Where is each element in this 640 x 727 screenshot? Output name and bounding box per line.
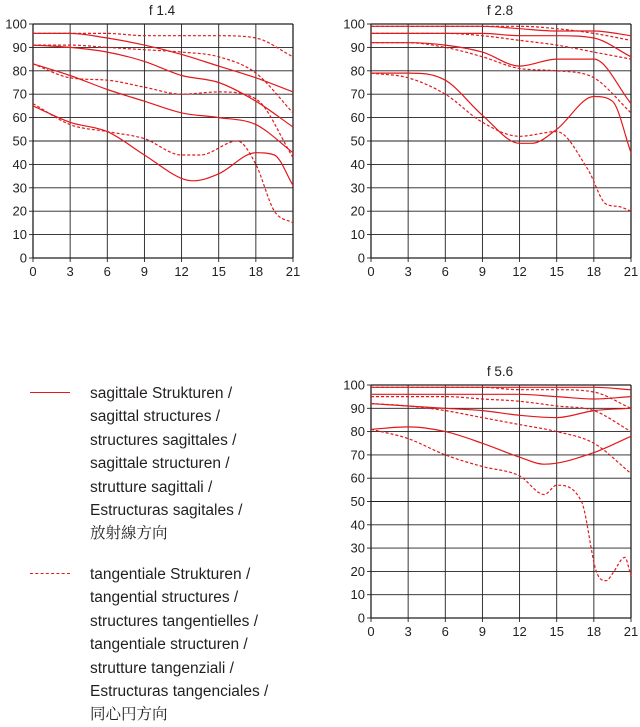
y-tick-label: 50 <box>350 494 365 509</box>
y-tick-label: 80 <box>12 63 27 79</box>
legend-sagittal-line: 放射線方向 <box>90 525 168 543</box>
legend-sagittal-line: sagittale Strukturen / <box>90 385 233 402</box>
x-tick-label: 12 <box>174 264 189 279</box>
x-tick-label: 21 <box>623 624 639 639</box>
y-tick-label: 100 <box>343 16 365 32</box>
y-tick-label: 10 <box>12 227 27 243</box>
y-tick-label: 80 <box>350 63 365 79</box>
legend-tangential-line: 同心円方向 <box>90 706 168 724</box>
x-tick-label: 18 <box>248 264 264 279</box>
legend-tangential-line: tangential structures / <box>90 589 239 607</box>
legend-dashed-line-sample <box>30 573 70 574</box>
x-tick-label: 0 <box>29 264 37 279</box>
legend-tangential-line: strutture tangenziali / <box>90 659 234 677</box>
y-tick-label: 0 <box>357 610 365 626</box>
y-tick-label: 40 <box>350 517 365 533</box>
x-tick-label: 9 <box>140 264 149 279</box>
legend-tangential-line: structures tangentielles / <box>90 612 259 630</box>
y-tick-label: 60 <box>350 470 365 486</box>
x-tick-label: 18 <box>586 264 602 279</box>
y-tick-label: 10 <box>350 587 365 603</box>
x-tick-label: 6 <box>441 624 449 639</box>
y-tick-label: 100 <box>343 377 365 393</box>
legend-sagittal-line: sagittale structuren / <box>90 455 230 473</box>
y-tick-label: 70 <box>350 86 365 102</box>
legend-sagittal-line: sagittal structures / <box>90 408 221 426</box>
x-tick-label: 15 <box>549 264 564 279</box>
x-tick-label: 21 <box>623 264 639 279</box>
series-line-sagittal <box>371 394 631 399</box>
x-tick-label: 3 <box>404 264 412 279</box>
x-tick-label: 3 <box>404 624 412 639</box>
y-tick-label: 10 <box>350 227 365 243</box>
y-tick-label: 70 <box>12 86 27 102</box>
y-tick-label: 20 <box>12 203 27 219</box>
y-tick-label: 80 <box>350 424 365 440</box>
x-tick-label: 3 <box>66 264 74 279</box>
y-tick-label: 90 <box>350 400 365 416</box>
x-tick-label: 12 <box>512 264 527 279</box>
y-tick-label: 50 <box>350 133 365 149</box>
y-tick-label: 40 <box>12 156 27 172</box>
chart-title: f 2.8 <box>486 3 514 18</box>
x-tick-label: 9 <box>478 264 487 279</box>
y-tick-label: 40 <box>350 156 365 172</box>
y-tick-label: 70 <box>350 447 365 463</box>
legend-tangential-text <box>90 563 268 727</box>
y-tick-label: 60 <box>350 110 365 126</box>
x-tick-label: 15 <box>549 624 564 639</box>
y-tick-label: 30 <box>350 180 365 196</box>
chart-title: f 1.4 <box>148 3 176 18</box>
x-tick-label: 9 <box>478 624 487 639</box>
x-tick-label: 12 <box>512 624 527 639</box>
y-tick-label: 100 <box>5 16 27 32</box>
legend-sagittal-line: strutture sagittali / <box>90 478 213 496</box>
series-line-sagittal <box>371 427 631 464</box>
legend-tangential-line: tangentiale structuren / <box>90 636 248 654</box>
y-tick-label: 0 <box>19 250 27 266</box>
y-tick-label: 0 <box>357 250 365 266</box>
y-tick-label: 90 <box>12 39 27 55</box>
x-tick-label: 0 <box>367 624 375 639</box>
y-tick-label: 20 <box>350 563 365 579</box>
y-tick-label: 30 <box>350 540 365 556</box>
y-tick-label: 60 <box>12 110 27 126</box>
legend-solid-line-sample <box>30 392 70 393</box>
legend-tangential-line: Estructuras tangenciales / <box>90 682 269 700</box>
legend-sagittal-line: Estructuras sagitales / <box>90 501 243 519</box>
x-tick-label: 6 <box>441 264 449 279</box>
series-line-tangential <box>371 387 631 408</box>
x-tick-label: 18 <box>586 624 602 639</box>
series-line-tangential <box>371 429 631 580</box>
x-tick-label: 6 <box>103 264 111 279</box>
series-line-sagittal <box>371 404 631 418</box>
x-tick-label: 15 <box>211 264 226 279</box>
y-tick-label: 50 <box>12 133 27 149</box>
x-tick-label: 21 <box>285 264 301 279</box>
y-tick-label: 20 <box>350 203 365 219</box>
chart-title: f 5.6 <box>486 364 514 379</box>
legend-sagittal-line: structures sagittales / <box>90 431 237 449</box>
legend-sagittal-text <box>90 382 242 546</box>
series-line-tangential <box>371 404 631 474</box>
x-tick-label: 0 <box>367 264 375 279</box>
y-tick-label: 90 <box>350 39 365 55</box>
legend-tangential-line: tangentiale Strukturen / <box>90 566 251 583</box>
y-tick-label: 30 <box>12 180 27 196</box>
